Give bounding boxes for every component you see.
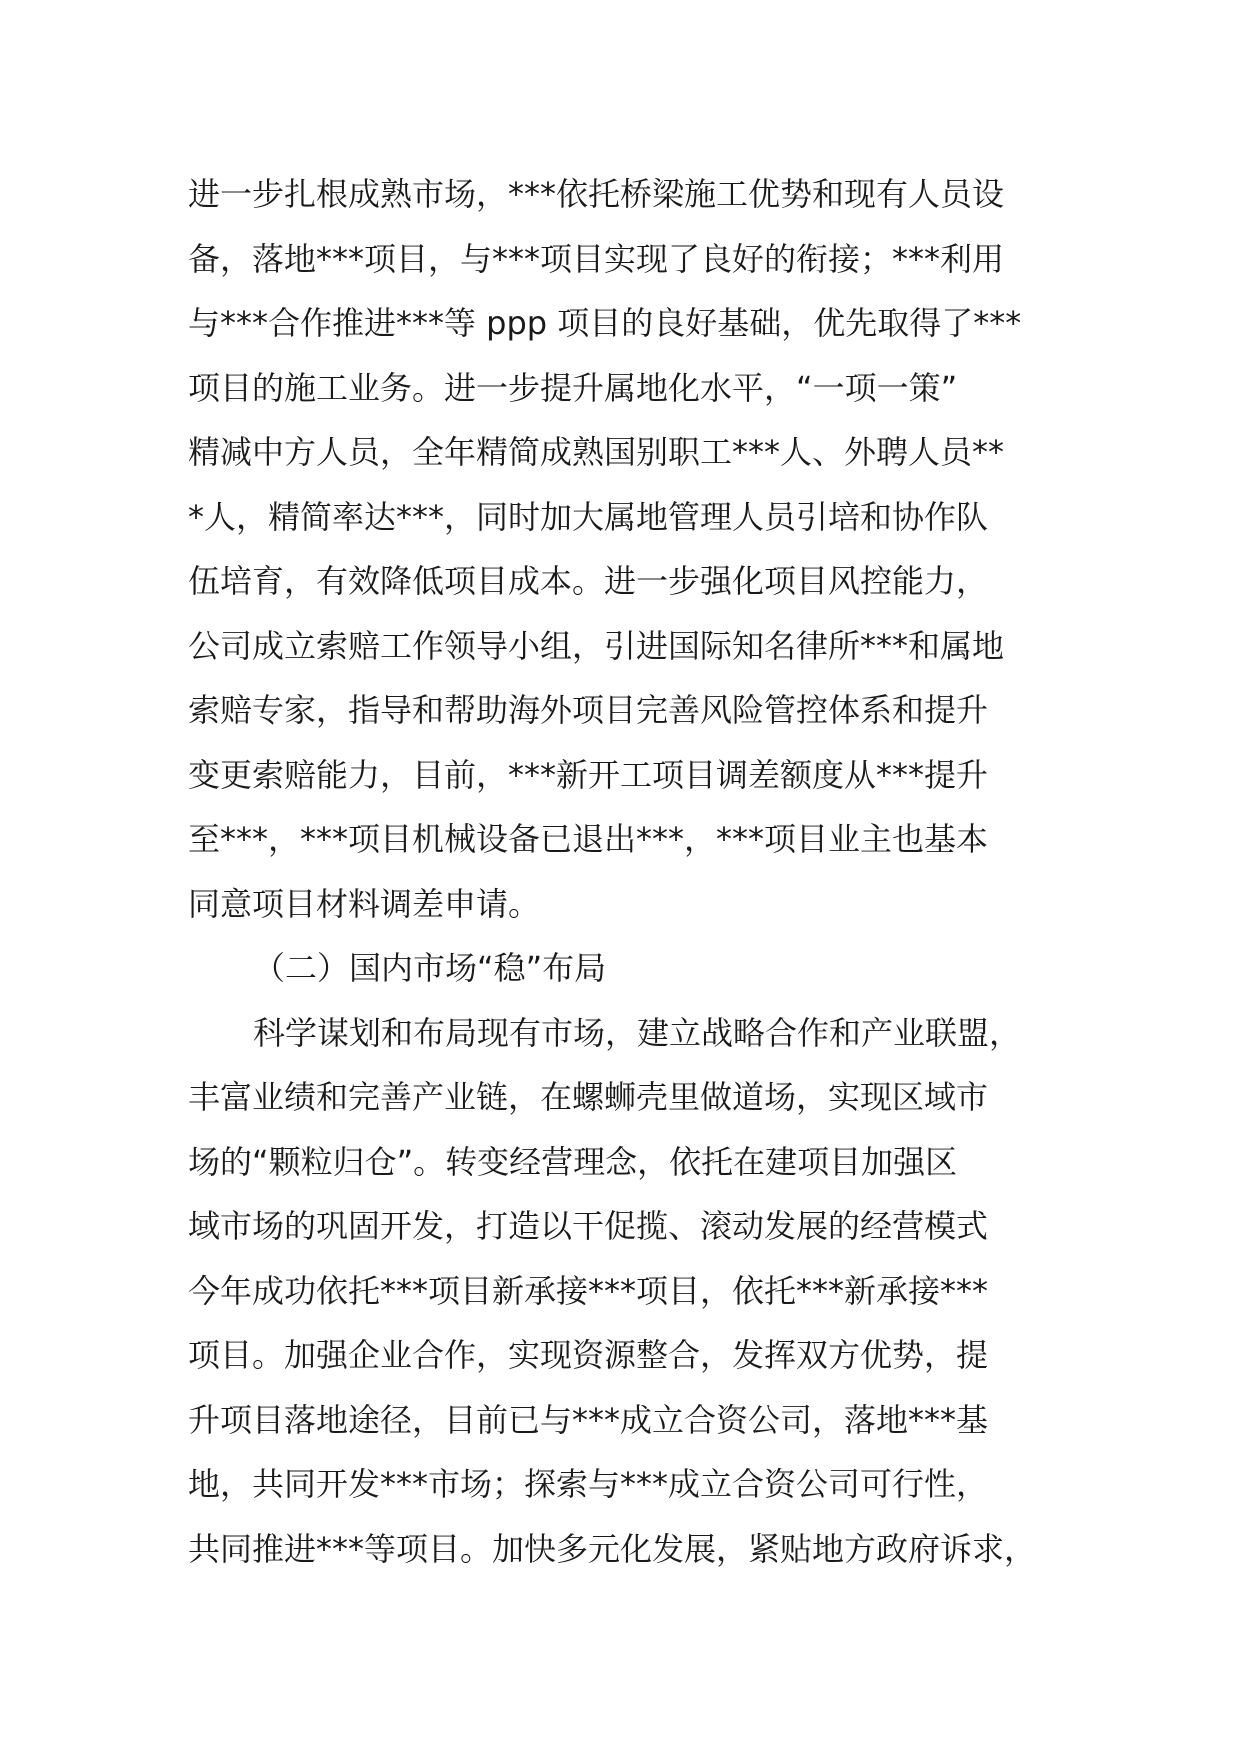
text-line: 伍培育，有效降低项目成本。进一步强化项目风控能力， [188,562,989,600]
text-line: *人，精简率达***，同时加大属地管理人员引培和协作队 [188,497,989,536]
text-line: 变更索赔能力，目前，***新开工项目调差额度从***提升 [188,755,989,794]
text-line: 域市场的巩固开发，打造以干促揽、滚动发展的经营模式 [188,1207,989,1245]
text-line: 备，落地***项目，与***项目实现了良好的衔接；***利用 [188,239,1005,278]
text-line: 索赔专家，指导和帮助海外项目完善风险管控体系和提升 [188,691,989,729]
text-line: 升项目落地途径，目前已与***成立合资公司，落地***基 [188,1400,989,1439]
text-line: 同意项目材料调差申请。 [188,884,541,923]
text-line: 进一步扎根成熟市场，***依托桥梁施工优势和现有人员设 [188,175,1005,213]
section-heading: （二）国内市场“稳”布局 [253,949,607,987]
text-line: 场的“颗粒归仓”。转变经营理念，依托在建项目加强区 [188,1142,958,1181]
text-line: 至***，***项目机械设备已退出***，***项目业主也基本 [188,820,989,858]
text-line: 丰富业绩和完善产业链，在螺蛳壳里做道场，实现区域市 [188,1078,989,1116]
text-line: 精减中方人员，全年精简成熟国别职工***人、外聘人员** [188,433,1005,471]
paragraph-first-line: 科学谋划和布局现有市场，建立战略合作和产业联盟， [253,1013,1022,1052]
text-line: 项目的施工业务。进一步提升属地化水平，“一项一策” [188,368,958,407]
text-line: 与***合作推进***等 ppp 项目的良好基础，优先取得了*** [188,304,1022,342]
body-text [188,162,1088,1581]
text-line: 项目。加强企业合作，实现资源整合，发挥双方优势，提 [188,1336,989,1374]
text-line: 今年成功依托***项目新承接***项目，依托***新承接*** [188,1271,989,1310]
text-line: 地，共同开发***市场；探索与***成立合资公司可行性， [188,1465,989,1503]
text-line: 公司成立索赔工作领导小组，引进国际知名律所***和属地 [188,626,1005,665]
text-line: 共同推进***等项目。加快多元化发展，紧贴地方政府诉求， [188,1529,1037,1568]
